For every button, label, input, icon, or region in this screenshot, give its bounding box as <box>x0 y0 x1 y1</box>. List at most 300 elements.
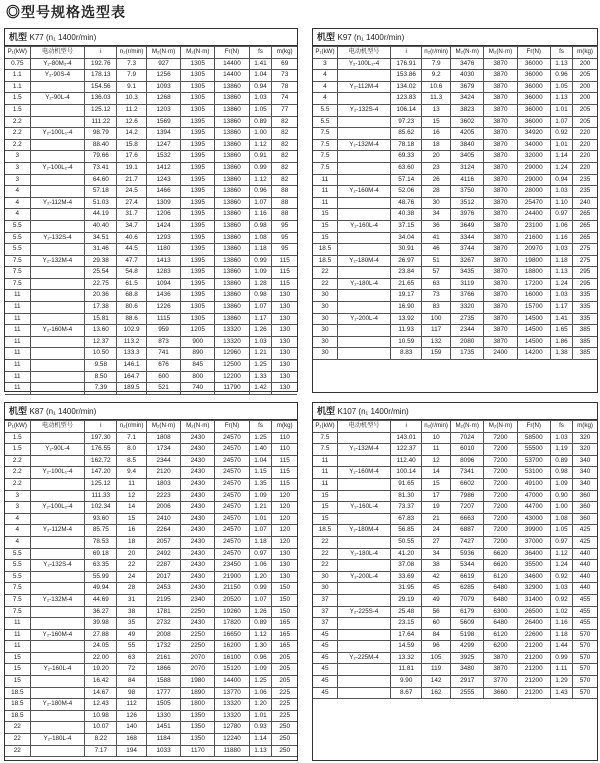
table-cell: 235 <box>573 174 597 186</box>
table-cell: 2340 <box>181 594 215 606</box>
table-cell: 1.07 <box>249 302 272 314</box>
table-cell: 1305 <box>181 81 215 93</box>
table-cell: 29.19 <box>391 594 422 606</box>
table-cell: 1532 <box>146 151 180 163</box>
table-cell: 21200 <box>517 652 550 664</box>
column-header: i <box>85 47 117 59</box>
table-cell: 24570 <box>215 513 249 525</box>
table-cell: 220 <box>573 139 597 151</box>
table-cell: 15 <box>313 209 337 221</box>
table-cell: 7341 <box>451 467 484 479</box>
column-header: n₂(r/min) <box>117 421 147 433</box>
table-cell: 1.11 <box>550 664 572 676</box>
table-cell: 1.12 <box>249 139 272 151</box>
table-cell: 91.65 <box>391 478 422 490</box>
table-cell: 14500 <box>517 325 550 337</box>
table-cell <box>30 104 85 116</box>
table-cell: 3766 <box>451 290 484 302</box>
table-cell: 84 <box>117 676 147 688</box>
table-cell <box>30 116 85 128</box>
table-cell: 0.89 <box>249 116 272 128</box>
table-cell: 7.5 <box>5 583 30 595</box>
table-cell: 113.2 <box>117 336 147 348</box>
table-cell <box>337 232 390 244</box>
table-row <box>5 583 297 595</box>
table-cell: 36000 <box>517 70 550 82</box>
table-cell: 3976 <box>451 209 484 221</box>
table-row <box>5 722 297 734</box>
table-cell: 2492 <box>146 548 180 560</box>
column-header: fs <box>550 421 572 433</box>
table-cell: 1.26 <box>249 325 272 337</box>
table-cell: 16100 <box>215 652 249 664</box>
table-cell: 2344 <box>451 325 484 337</box>
table-cell: 1.5 <box>5 93 30 105</box>
table-cell: 2430 <box>181 502 215 514</box>
table-cell: 1.00 <box>550 502 572 514</box>
table-cell: 1.44 <box>550 641 572 653</box>
table-cell: 1330 <box>146 710 180 722</box>
table-cell: 15 <box>5 664 30 676</box>
table-cell: 0.97 <box>550 536 572 548</box>
table-cell: 205 <box>573 70 597 82</box>
table-cell: 1206 <box>146 209 180 221</box>
table-cell: 82 <box>272 128 297 140</box>
table-cell: 143.01 <box>391 432 422 444</box>
table-cell: 7.3 <box>117 58 147 70</box>
table-cell: 45 <box>313 676 337 688</box>
table-cell: 4 <box>5 209 30 221</box>
table-cell: 2.2 <box>5 139 30 151</box>
table-cell: 7.5 <box>5 278 30 290</box>
table-cell: Y₂-160L-4 <box>30 664 85 676</box>
table-row <box>5 58 297 70</box>
table-cell: 1256 <box>146 70 180 82</box>
table-cell: 9.58 <box>85 360 117 372</box>
table-cell <box>30 290 85 302</box>
table-cell: 22 <box>5 745 30 757</box>
table-cell: 7.5 <box>5 594 30 606</box>
table-cell: 2430 <box>181 536 215 548</box>
table-cell: 1170 <box>181 745 215 757</box>
table-row <box>313 302 597 314</box>
table-row <box>313 536 597 548</box>
table-cell: 34920 <box>517 128 550 140</box>
table-cell: 192.76 <box>85 58 117 70</box>
table-cell: 2430 <box>181 467 215 479</box>
table-cell: 82 <box>272 116 297 128</box>
column-header: M₂(N·m) <box>181 47 215 59</box>
table-cell: 18800 <box>517 267 550 279</box>
table-cell: 1.06 <box>249 560 272 572</box>
table-cell: 11 <box>313 467 337 479</box>
table-cell: 21.65 <box>391 278 422 290</box>
table-cell: 37000 <box>517 536 550 548</box>
table-row <box>5 513 297 525</box>
table-cell: 13.60 <box>85 325 117 337</box>
table-cell: 1395 <box>181 116 215 128</box>
table-cell: Y₂-90S-4 <box>30 70 85 82</box>
column-header: Fr(N) <box>517 421 550 433</box>
table-cell: 41.20 <box>391 548 422 560</box>
table-row <box>5 432 297 444</box>
table-cell: 7200 <box>484 502 517 514</box>
table-cell: 40.6 <box>117 232 147 244</box>
table-cell: 120 <box>272 525 297 537</box>
table-row <box>5 444 297 456</box>
table-cell: 25.48 <box>391 606 422 618</box>
table-cell: 49 <box>117 629 147 641</box>
table-cell: 2735 <box>451 313 484 325</box>
table-cell: 32000 <box>517 151 550 163</box>
table-cell: 11 <box>422 444 451 456</box>
table-row <box>5 629 297 641</box>
table-cell: 93.60 <box>85 513 117 525</box>
table-cell: 1.03 <box>550 244 572 256</box>
table-cell: 13860 <box>215 81 249 93</box>
table-cell: Y₂-132M-4 <box>337 444 390 456</box>
table-cell: 189.5 <box>117 383 147 395</box>
table-cell: 31.7 <box>117 209 147 221</box>
table-cell <box>337 162 390 174</box>
table-row <box>313 455 597 467</box>
table-cell: 2430 <box>181 478 215 490</box>
table-row <box>313 325 597 337</box>
table-cell: 335 <box>573 290 597 302</box>
table-cell: 1394 <box>146 128 180 140</box>
table-cell: 40.38 <box>391 209 422 221</box>
table-cell: 37 <box>313 618 337 630</box>
table-cell: 17.38 <box>85 302 117 314</box>
table-cell: 9.90 <box>391 676 422 688</box>
table-cell <box>30 687 85 699</box>
table-row <box>313 687 597 699</box>
table-cell: 3512 <box>451 197 484 209</box>
table-cell: 2430 <box>181 560 215 572</box>
table-cell: 2.2 <box>5 128 30 140</box>
table-cell: 3870 <box>484 116 517 128</box>
table-cell: 15 <box>313 490 337 502</box>
table-cell: 24570 <box>215 502 249 514</box>
table-cell: 1.40 <box>249 444 272 456</box>
table-cell: 13860 <box>215 139 249 151</box>
table-cell: 6200 <box>484 641 517 653</box>
table-cell: 7.5 <box>313 139 337 151</box>
table-cell: 33.69 <box>391 571 422 583</box>
table-cell: 43000 <box>517 513 550 525</box>
table-row <box>313 664 597 676</box>
table-cell: 11 <box>313 186 337 198</box>
table-cell: 1.06 <box>550 220 572 232</box>
table-cell: 335 <box>573 313 597 325</box>
table-cell: 112.40 <box>391 455 422 467</box>
table-cell: 570 <box>573 687 597 699</box>
table-cell: 4205 <box>451 128 484 140</box>
table-cell: 25.54 <box>85 267 117 279</box>
spec-table-k107 <box>312 402 598 761</box>
table-cell: Y₂-180L-4 <box>30 734 85 746</box>
table-cell: 1.35 <box>249 478 272 490</box>
table-cell: 1.00 <box>249 128 272 140</box>
table-cell: 68.8 <box>117 290 147 302</box>
table-row <box>313 278 597 290</box>
table-cell: 3870 <box>484 267 517 279</box>
table-row <box>5 676 297 688</box>
table-cell <box>337 267 390 279</box>
table-cell: 11.2 <box>117 104 147 116</box>
table-cell: 10.3 <box>117 93 147 105</box>
table-cell: 676 <box>146 360 180 372</box>
table-cell: 385 <box>573 336 597 348</box>
column-header: n₂(r/min) <box>117 47 147 59</box>
column-header: m(kg) <box>573 421 597 433</box>
table-cell: 5.5 <box>313 104 337 116</box>
table-cell: 3925 <box>451 652 484 664</box>
column-header: P₁(kW) <box>313 47 337 59</box>
table-cell: 78.18 <box>391 139 422 151</box>
table-cell: 6620 <box>484 560 517 572</box>
table-cell: 6887 <box>451 525 484 537</box>
table-cell: 1309 <box>146 197 180 209</box>
table-cell: 6619 <box>451 571 484 583</box>
table-row <box>313 676 597 688</box>
table-cell: 1.07 <box>249 197 272 209</box>
table-cell: 385 <box>573 348 597 360</box>
column-header: i <box>391 421 422 433</box>
column-header: m(kg) <box>272 47 297 59</box>
table-cell: Y₂-100L₂-4 <box>337 58 390 70</box>
table-cell: 13860 <box>215 104 249 116</box>
table-row <box>5 151 297 163</box>
table-cell <box>30 139 85 151</box>
table-cell: 1.14 <box>249 734 272 746</box>
table-cell: Y₂-160L-4 <box>337 502 390 514</box>
table-row <box>313 174 597 186</box>
table-cell <box>337 455 390 467</box>
table-cell: 37 <box>313 606 337 618</box>
table-cell: 115 <box>272 278 297 290</box>
table-cell: 126 <box>117 710 147 722</box>
table-cell <box>30 722 85 734</box>
table-cell: 7.5 <box>5 255 30 267</box>
table-row <box>5 455 297 467</box>
table-cell: 205 <box>272 652 297 664</box>
table-cell: 34.51 <box>85 232 117 244</box>
table-cell: 2250 <box>181 606 215 618</box>
table-cell: 200 <box>573 93 597 105</box>
table-cell: 30 <box>313 583 337 595</box>
table-cell: 80.6 <box>117 302 147 314</box>
table-cell: 1.02 <box>550 606 572 618</box>
table-cell: 1.16 <box>550 232 572 244</box>
table-cell: 55.99 <box>85 571 117 583</box>
table-cell: 1093 <box>146 81 180 93</box>
table-cell: 5344 <box>451 560 484 572</box>
table-cell: 12.37 <box>85 336 117 348</box>
table-cell <box>30 174 85 186</box>
table-cell: 73 <box>422 290 451 302</box>
table-cell: 1734 <box>146 444 180 456</box>
table-cell: 1.12 <box>249 629 272 641</box>
page-title: ◎型号规格选型表 <box>6 4 126 20</box>
table-cell: Y₂-180L-4 <box>337 548 390 560</box>
table-cell: 1413 <box>146 255 180 267</box>
table-cell: 4 <box>5 536 30 548</box>
table-cell: Y₂-180M-4 <box>30 699 85 711</box>
table-cell: 134.02 <box>391 81 422 93</box>
table-cell: 30 <box>313 325 337 337</box>
table-cell <box>337 560 390 572</box>
table-cell: 31.46 <box>85 244 117 256</box>
table-cell: 10.07 <box>85 722 117 734</box>
table-cell: 11 <box>5 618 30 630</box>
table-row <box>313 583 597 595</box>
table-cell: 2917 <box>451 676 484 688</box>
table-cell: 16.90 <box>391 302 422 314</box>
table-row <box>5 278 297 290</box>
table-cell <box>30 336 85 348</box>
table-cell: 1.09 <box>249 664 272 676</box>
table-cell: 26400 <box>517 618 550 630</box>
table-cell: 178.13 <box>85 70 117 82</box>
table-cell: 3602 <box>451 116 484 128</box>
table-cell: 3660 <box>484 687 517 699</box>
table-row <box>313 128 597 140</box>
table-cell: 3476 <box>451 58 484 70</box>
table-cell: 3870 <box>484 664 517 676</box>
table-cell <box>337 174 390 186</box>
table-row <box>313 81 597 93</box>
table-cell: 26 <box>422 174 451 186</box>
table-cell: 132 <box>422 336 451 348</box>
table-cell: 320 <box>573 444 597 456</box>
table-cell: 2430 <box>181 490 215 502</box>
table-cell: Y₂-112M-4 <box>337 81 390 93</box>
table-cell: 130 <box>272 290 297 302</box>
table-cell: 48.76 <box>391 197 422 209</box>
table-cell: 12200 <box>215 371 249 383</box>
table-cell: 130 <box>272 560 297 572</box>
table-cell: 3870 <box>484 325 517 337</box>
table-cell: 100.14 <box>391 467 422 479</box>
table-cell: 88 <box>272 197 297 209</box>
table-cell: 1.15 <box>249 467 272 479</box>
table-cell: 0.91 <box>249 151 272 163</box>
column-header: fs <box>550 47 572 59</box>
table-cell: 18.5 <box>313 244 337 256</box>
table-cell: 22 <box>313 278 337 290</box>
table-row <box>5 641 297 653</box>
table-cell: 1395 <box>181 186 215 198</box>
table-cell: 125.12 <box>85 104 117 116</box>
table-cell: 1205 <box>181 325 215 337</box>
table-cell: 30.91 <box>391 244 422 256</box>
table-cell: 15 <box>117 513 147 525</box>
table-cell: 79.66 <box>85 151 117 163</box>
table-cell: 111.22 <box>85 116 117 128</box>
table-cell: 36400 <box>517 548 550 560</box>
table-cell: 85.62 <box>391 128 422 140</box>
table-cell <box>30 186 85 198</box>
table-cell: 47.7 <box>117 255 147 267</box>
table-cell: 40.40 <box>85 220 117 232</box>
table-cell: 845 <box>181 360 215 372</box>
table-cell: 1395 <box>181 162 215 174</box>
table-cell: 150 <box>272 606 297 618</box>
table-cell <box>337 618 390 630</box>
table-cell: 14200 <box>517 348 550 360</box>
table-cell: 1.25 <box>249 360 272 372</box>
table-row <box>5 128 297 140</box>
table-cell: 2017 <box>146 571 180 583</box>
table-cell: 1395 <box>181 290 215 302</box>
table-cell: 45 <box>313 629 337 641</box>
table-cell: 24570 <box>215 478 249 490</box>
table-cell: 32900 <box>517 583 550 595</box>
table-cell: 890 <box>181 348 215 360</box>
table-cell: 11.3 <box>422 93 451 105</box>
table-cell: 22 <box>313 536 337 548</box>
table-cell: 9.2 <box>422 70 451 82</box>
table-cell: 1.5 <box>5 432 30 444</box>
table-cell <box>30 571 85 583</box>
table-cell: Y₂-100L₂-4 <box>30 162 85 174</box>
table-cell: 77 <box>272 104 297 116</box>
table-cell <box>30 383 85 395</box>
table-cell <box>30 302 85 314</box>
table-row <box>5 571 297 583</box>
table-cell: 162.72 <box>85 455 117 467</box>
table-cell: 3 <box>5 162 30 174</box>
table-cell: 1395 <box>181 174 215 186</box>
table-cell: 24570 <box>215 548 249 560</box>
table-cell: 39900 <box>517 525 550 537</box>
table-cell: 7200 <box>484 478 517 490</box>
table-cell <box>337 336 390 348</box>
table-cell: 4116 <box>451 174 484 186</box>
table-cell: 45 <box>313 687 337 699</box>
table-row <box>313 70 597 82</box>
table-cell: 1395 <box>181 267 215 279</box>
table-cell: 2430 <box>181 432 215 444</box>
table-cell: 165 <box>272 629 297 641</box>
table-row <box>313 606 597 618</box>
table-cell: 360 <box>573 502 597 514</box>
table-cell: 0.89 <box>550 455 572 467</box>
table-cell: 1.13 <box>550 93 572 105</box>
table-cell: 0.97 <box>550 209 572 221</box>
table-cell: Y₂-100L₁-4 <box>30 128 85 140</box>
table-cell: 235 <box>573 186 597 198</box>
table-cell: 873 <box>146 336 180 348</box>
table-cell: 29000 <box>517 174 550 186</box>
table-cell: 4 <box>5 197 30 209</box>
table-cell: 119 <box>422 664 451 676</box>
table-cell <box>30 641 85 653</box>
table-cell: 13320 <box>215 336 249 348</box>
table-cell: 250 <box>272 734 297 746</box>
table-cell: 125.12 <box>85 478 117 490</box>
table-cell: 740 <box>181 383 215 395</box>
column-header: m(kg) <box>573 47 597 59</box>
table-cell: 3870 <box>484 290 517 302</box>
table-cell: 115 <box>272 478 297 490</box>
speed-note: (n₁ 1400r/min) <box>45 407 97 416</box>
table-row <box>5 197 297 209</box>
table-cell: 1890 <box>181 687 215 699</box>
table-cell: 11 <box>5 302 30 314</box>
table-row <box>5 290 297 302</box>
